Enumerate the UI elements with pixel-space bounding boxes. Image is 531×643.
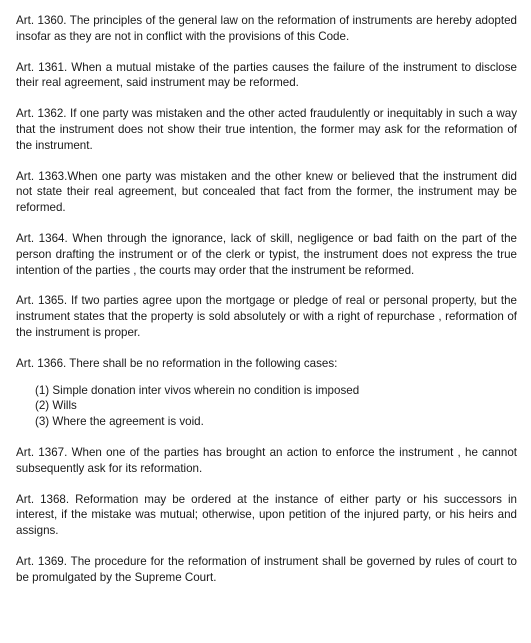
article-1362: Art. 1362. If one party was mistaken and the other acted fraudulently or inequitably in such a way that the instrument does not show their true intention, the former may ask for the reformation of the instrument. [16, 107, 517, 152]
article-1364: Art. 1364. When through the ignorance, lack of skill, negligence or bad faith on the part of the person drafting the instrument or of the clerk or typist, the instrument does not express the true intention of the parties , the courts may order that the instrument be reformed. [16, 231, 517, 277]
article-1366: Art. 1366. There shall be no reformation in the following cases: [16, 356, 338, 370]
document-page [16, 0, 517, 601]
article-1369: Art. 1369. The procedure for the reformation of instrument shall be governed by rules of court to be promulgated by the Supreme Court. [16, 554, 517, 584]
article-1367: Art. 1367. When one of the parties has brought an action to enforce the instrument , he cannot subsequently ask for its reformation. [16, 445, 517, 475]
list-item: (3) Where the agreement is void. [35, 415, 204, 429]
list-item: (2) Wills [35, 399, 77, 413]
reformation-exceptions-list [35, 383, 517, 430]
list-item: (1) Simple donation inter vivos wherein no condition is imposed [35, 383, 360, 397]
article-1361: Art. 1361. When a mutual mistake of the parties causes the failure of the instrument to disclose their real agreement, said instrument may be reformed. [16, 60, 517, 90]
article-1363: Art. 1363.When one party was mistaken and the other knew or believed that the instrument did not state their real agreement, but concealed that fact from the former, the instrument may be reformed. [16, 169, 517, 215]
article-1360: Art. 1360. The principles of the general law on the reformation of instruments are hereby adopted insofar as they are not in conflict with the provisions of this Code. [16, 14, 517, 43]
article-1365: Art. 1365. If two parties agree upon the mortgage or pledge of real or personal property, but the instrument states that the property is sold absolutely or with a right of repurchase , reformation of the instrument is proper. [16, 294, 517, 339]
article-1368: Art. 1368. Reformation may be ordered at the instance of either party or his successors in interest, if the mistake was mutual; otherwise, upon petition of the injured party, or his heirs and assigns. [16, 492, 517, 538]
